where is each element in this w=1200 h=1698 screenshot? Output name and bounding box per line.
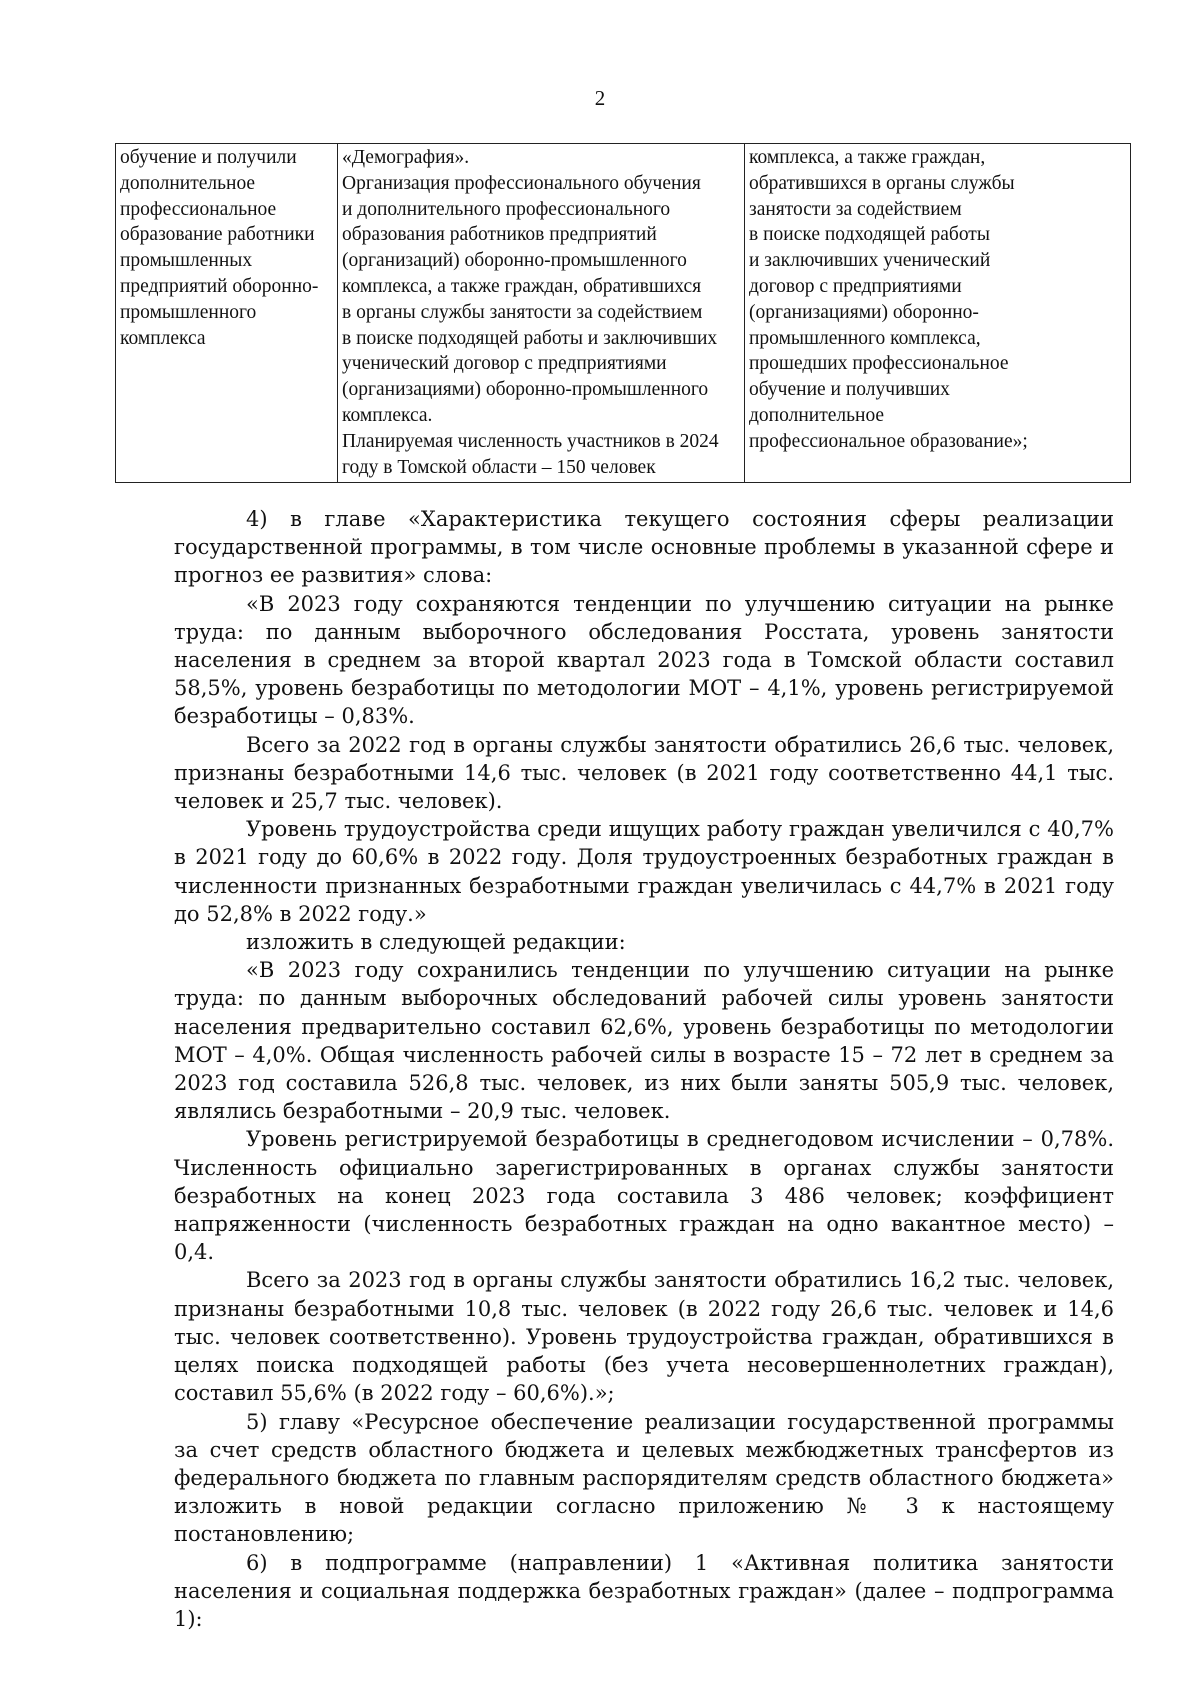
cell-line: и заключивших ученический [749, 250, 991, 272]
cell-line: в поиске подходящей работы и заключивших [342, 327, 718, 349]
cell-line: дополнительное [749, 404, 885, 426]
cell-line: Организация профессионального обучения [342, 172, 701, 194]
cell-line: занятости за содействием [749, 198, 962, 220]
paragraph-item-4: 4) в главе «Характеристика текущего состояния сферы реализации государственной программы, в том числе основные проблемы в указанной сфере и прогноз ее развития» слова: [174, 507, 1114, 588]
cell-line: в поиске подходящей работы [749, 224, 990, 246]
cell-line: обучение и получивших [749, 379, 950, 401]
cell-line: обратившихся в органы службы [749, 172, 1015, 194]
cell-line: прошедших профессиональное [749, 353, 1009, 375]
cell-line: году в Томской области – 150 человек [342, 456, 656, 478]
cell-line: «Демография». [342, 147, 470, 168]
continuation-table [115, 143, 1131, 483]
cell-line: (организациями) оборонно- [749, 301, 979, 323]
cell-line: ученический договор с предприятиями [342, 353, 667, 375]
cell-line: Планируемая численность участников в 2024 [342, 430, 719, 452]
cell-line: дополнительное [120, 172, 256, 194]
cell-line: комплекса, а также граждан, обратившихся [342, 275, 702, 297]
cell-line: комплекса, а также граждан, [749, 147, 986, 168]
paragraph-item-6: 6) в подпрограмме (направлении) 1 «Активная политика занятости населения и социальная поддержка безработных граждан» (далее – подпрограмма 1): [174, 1550, 1114, 1631]
cell-line: договор с предприятиями [749, 275, 962, 297]
paragraph-old-text-3: Уровень трудоустройства среди ищущих работу граждан увеличился с 40,7% в 2021 году до 60,6% в 2022 году. Доля трудоустроенных безработных граждан в численности признанных безработными граждан увеличилась с 44,7% в 2021 году до 52,8% в 2022 году.» [174, 817, 1114, 926]
table-cell-result [116, 144, 338, 483]
cell-line: (организациями) оборонно-промышленного [342, 379, 709, 401]
page-number: 2 [594, 86, 606, 110]
cell-line: профессиональное [120, 198, 277, 220]
table-cell-description [338, 144, 745, 483]
cell-line: промышленных [120, 250, 253, 272]
cell-line: образования работников предприятий [342, 224, 657, 246]
paragraph-replace-phrase: изложить в следующей редакции: [246, 930, 626, 955]
paragraph-item-5: 5) главу «Ресурсное обеспечение реализации государственной программы за счет средств областного бюджета и целевых межбюджетных трансфертов из федерального бюджета по главным распорядителям средств областного бюджета» изложить в новой редакции согласно приложению № 3 к настоящему постановлению; [174, 1409, 1114, 1547]
cell-line: в органы службы занятости за содействием [342, 301, 703, 323]
cell-line: промышленного комплекса, [749, 327, 981, 349]
paragraph-new-text-3: Всего за 2023 год в органы службы занятости обратились 16,2 тыс. человек, признаны безработными 10,8 тыс. человек (в 2022 году 26,6 тыс. человек и 14,6 тыс. человек соответственно). Уровень трудоустройства граждан, обратившихся в целях поиска подходящей работы (без учета несовершеннолетних граждан), составил 55,6% (в 2022 году – 60,6%).»; [174, 1268, 1114, 1406]
paragraph-new-text-2: Уровень регистрируемой безработицы в среднегодовом исчислении – 0,78%. Численность официально зарегистрированных в органах службы занятости безработных на конец 2023 года составила 3 486 человек; коэффициент напряженности (численность безработных граждан на одно вакантное место) – 0,4. [174, 1127, 1114, 1265]
paragraph-new-text-1: «В 2023 году сохранились тенденции по улучшению ситуации на рынке труда: по данным выборочных обследований рабочей силы уровень занятости населения предварительно составил 62,6%, уровень безработицы по методологии МОТ – 4,0%. Общая численность рабочей силы в возрасте 15 – 72 лет в среднем за 2023 год составила 526,8 тыс. человек, из них были заняты 505,9 тыс. человек, являлись безработными – 20,9 тыс. человек. [174, 958, 1114, 1124]
paragraph-old-text-2: Всего за 2022 год в органы службы занятости обратились 26,6 тыс. человек, признаны безработными 14,6 тыс. человек (в 2021 году соответственно 44,1 тыс. человек и 25,7 тыс. человек). [174, 732, 1114, 814]
cell-line: комплекса [120, 327, 206, 349]
paragraph-old-text-1: «В 2023 году сохраняются тенденции по улучшению ситуации на рынке труда: по данным выборочного обследования Росстата, уровень занятости населения в среднем за второй квартал 2023 года в Томской области составил 58,5%, уровень безработицы по методологии МОТ – 4,1%, уровень регистрируемой безработицы – 0,83%. [174, 591, 1114, 729]
cell-line: (организаций) оборонно-промышленного [342, 250, 687, 272]
table-cell-indicator [745, 144, 1131, 483]
cell-line: комплекса. [342, 404, 433, 426]
cell-line: обучение и получили [120, 147, 297, 168]
document-body [174, 505, 1114, 1633]
cell-line: профессиональное образование»; [749, 430, 1028, 452]
table-row [116, 144, 1131, 483]
cell-line: промышленного [120, 301, 257, 323]
cell-line: и дополнительного профессионального [342, 198, 671, 220]
cell-line: предприятий оборонно- [120, 275, 319, 297]
cell-line: образование работники [120, 224, 315, 246]
